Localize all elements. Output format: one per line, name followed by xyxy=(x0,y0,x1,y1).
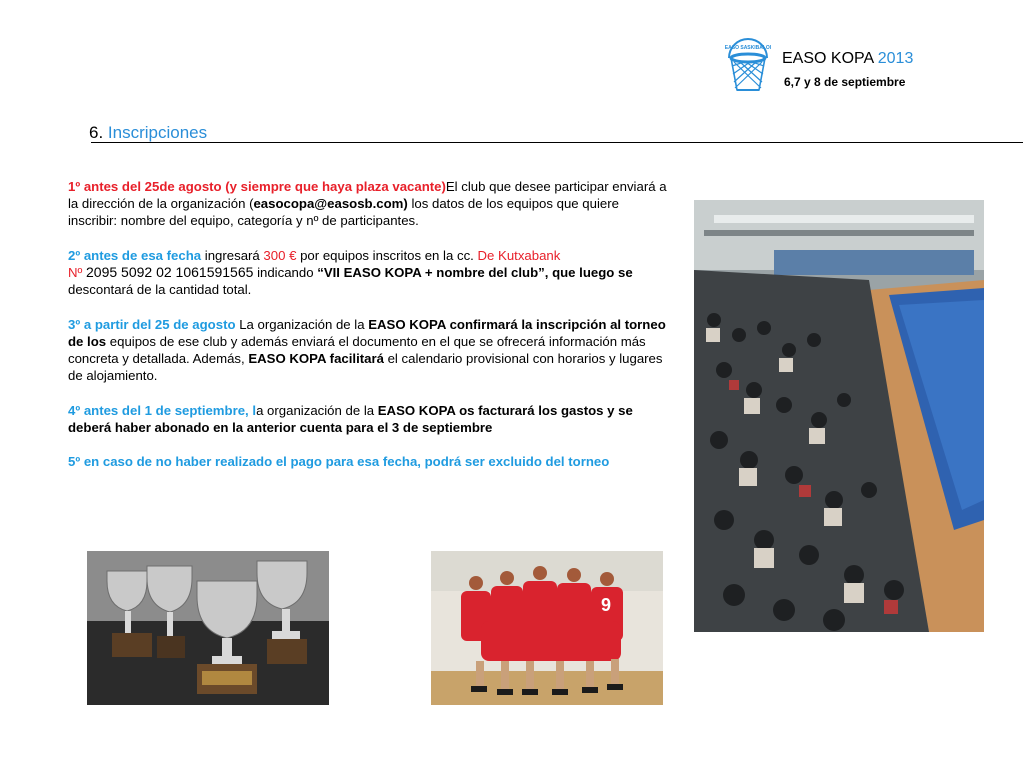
step-2-text-b: por equipos inscritos en la cc. xyxy=(296,247,478,263)
contact-email[interactable]: easocopa@easosb.com) xyxy=(253,196,408,212)
brand-year: 2013 xyxy=(877,50,914,67)
svg-text:EASO SASKIBALOI: EASO SASKIBALOI xyxy=(724,45,772,51)
section-title-text: Inscripciones xyxy=(107,123,208,142)
step-3-lead: 3º a partir del 25 de agosto xyxy=(68,316,236,332)
event-dates: 6,7 y 8 de septiembre xyxy=(784,75,906,89)
step-4-lead: 4º antes del 1 de septiembre, l xyxy=(68,402,257,418)
step-1-lead: 1º antes del 25de agosto (y siempre que haya plaza vacante) xyxy=(68,179,446,194)
step-1-text: El club que desee participar enviará a la dirección de la organización ( xyxy=(68,179,667,212)
step-2-lead: 2º antes de esa fecha xyxy=(68,247,202,263)
section-number: 6. xyxy=(89,123,104,142)
brand-name: EASO KOPA xyxy=(782,50,874,67)
step-3 xyxy=(68,316,668,385)
step-1-text-end: los datos de los equipos que quiere inscribir: nombre del equipo, categoría y nº de participantes. xyxy=(68,196,619,229)
basketball-net-logo-icon xyxy=(721,38,775,96)
step-2-text: ingresará xyxy=(201,247,264,263)
silver-trophies-photo xyxy=(87,551,329,705)
step-2-text-end: descontará de la cantidad total. xyxy=(68,282,252,298)
bank-name: De Kutxabank xyxy=(477,247,561,263)
registration-steps xyxy=(68,178,668,488)
step-4-bold: EASO KOPA os facturará los gastos y se deberá haber abonado en la anterior cuenta para el 3 de septiembre xyxy=(68,402,633,435)
brand-title xyxy=(782,50,913,68)
team-huddle-photo xyxy=(431,551,663,705)
step-3-bold: EASO KOPA confirmará la inscripción al torneo de los xyxy=(68,316,666,349)
step-2-text-c: indicando xyxy=(253,265,318,280)
account-no-label: Nº xyxy=(68,265,87,280)
account-number: 2095 5092 02 1061591565 xyxy=(86,264,254,280)
svg-text:9: 9 xyxy=(601,595,612,615)
fee-amount: 300 € xyxy=(263,247,297,263)
step-3-text-b: equipos de ese club y además enviará el documento en el que se ofrecerá información más concreta y detallada. Además, xyxy=(68,333,646,366)
step-5 xyxy=(68,453,668,470)
section-divider xyxy=(91,142,1023,143)
step-1 xyxy=(68,178,668,230)
transfer-reference: “VII EASO KOPA + nombre del club”, que luego se xyxy=(317,265,633,280)
section-title xyxy=(89,123,207,143)
step-4 xyxy=(68,402,668,436)
step-4-text: a organización de la xyxy=(256,402,378,418)
step-3-text-end: el calendario provisional con horarios y lugares de alojamiento. xyxy=(68,351,663,384)
step-2 xyxy=(68,247,668,299)
step-3-bold-2: EASO KOPA facilitará xyxy=(248,351,384,366)
step-3-text: La organización de la xyxy=(235,316,369,332)
step-5-lead: 5º en caso de no haber realizado el pago para esa fecha, podrá ser excluido del torneo xyxy=(68,454,610,470)
spectators-in-gym-stands-photo xyxy=(694,200,984,632)
